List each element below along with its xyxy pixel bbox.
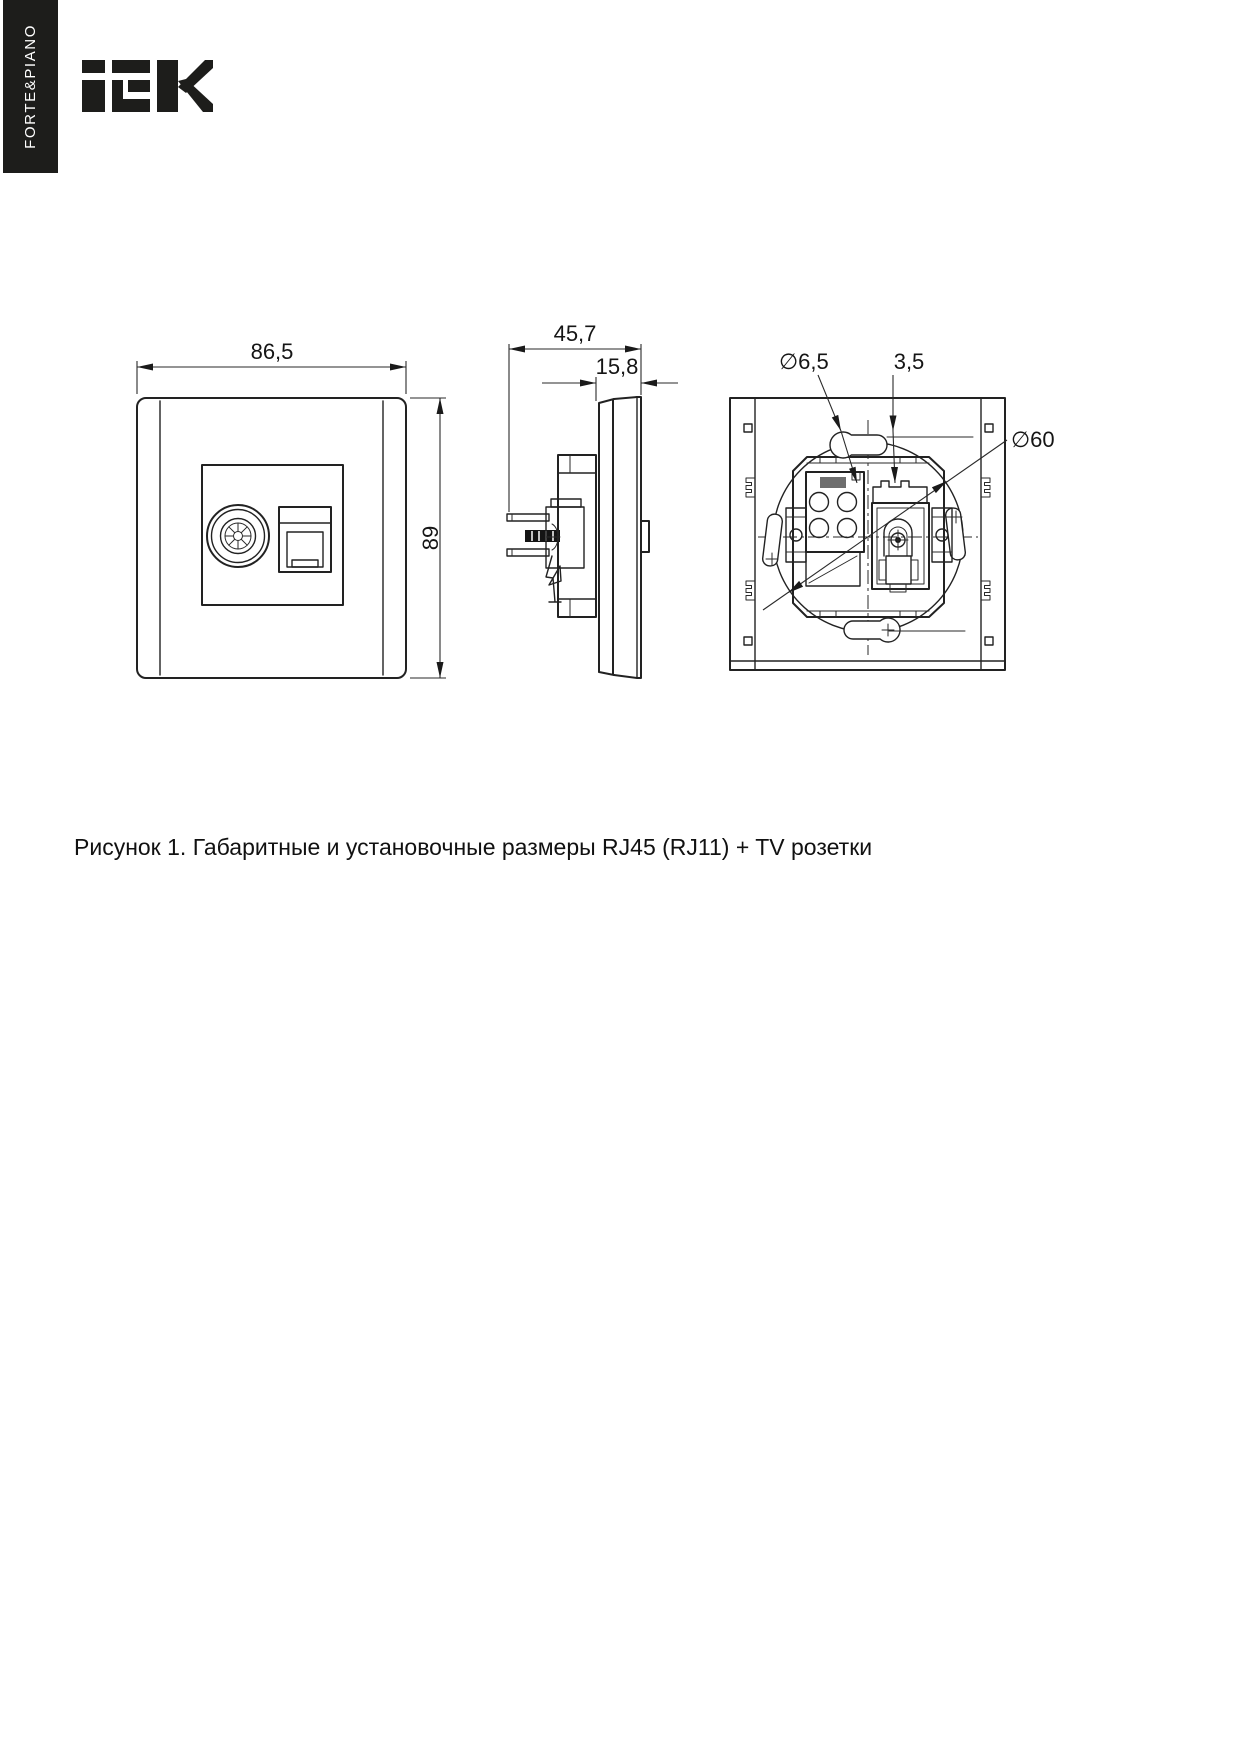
dimension-side-depth [509, 321, 641, 353]
keyhole-slot-top [830, 432, 887, 458]
iek-logo-glyphs [82, 60, 213, 112]
faceplate-profile [599, 397, 649, 678]
side-view [507, 321, 678, 678]
back-view [730, 349, 1055, 670]
dimension-front-height [410, 398, 446, 678]
mechanism-diameter-label: ∅60 [1011, 427, 1055, 452]
faceplate-front [137, 398, 406, 678]
claw-screw [525, 530, 560, 542]
technical-drawing [60, 280, 1140, 720]
figure-caption: Рисунок 1. Габаритные и установочные размеры RJ45 (RJ11) + TV розетки [74, 834, 873, 860]
tv-connector [207, 505, 269, 567]
dimension-front-width [137, 339, 406, 394]
series-sidebar [3, 0, 58, 173]
slot-width-label: 3,5 [893, 349, 925, 374]
claw-right [932, 507, 966, 562]
hole-diameter-label: ∅6,5 [779, 349, 829, 374]
side-cover-depth-label: 15,8 [595, 354, 639, 379]
dimension-side-cover-depth [542, 354, 678, 387]
module-face [202, 465, 343, 605]
iek-logo [82, 60, 213, 112]
tv-connector-profile [641, 521, 649, 552]
claw-bracket [546, 499, 584, 602]
series-label: FORTE&PIANO [22, 24, 39, 149]
mechanism-body-profile [558, 455, 596, 617]
rj45-jack [279, 507, 331, 572]
front-view [137, 339, 446, 678]
front-height-label: 89 [418, 525, 443, 551]
side-depth-label: 45,7 [553, 321, 597, 346]
front-width-label: 86,5 [250, 339, 294, 364]
tv-terminal-block [806, 472, 864, 586]
